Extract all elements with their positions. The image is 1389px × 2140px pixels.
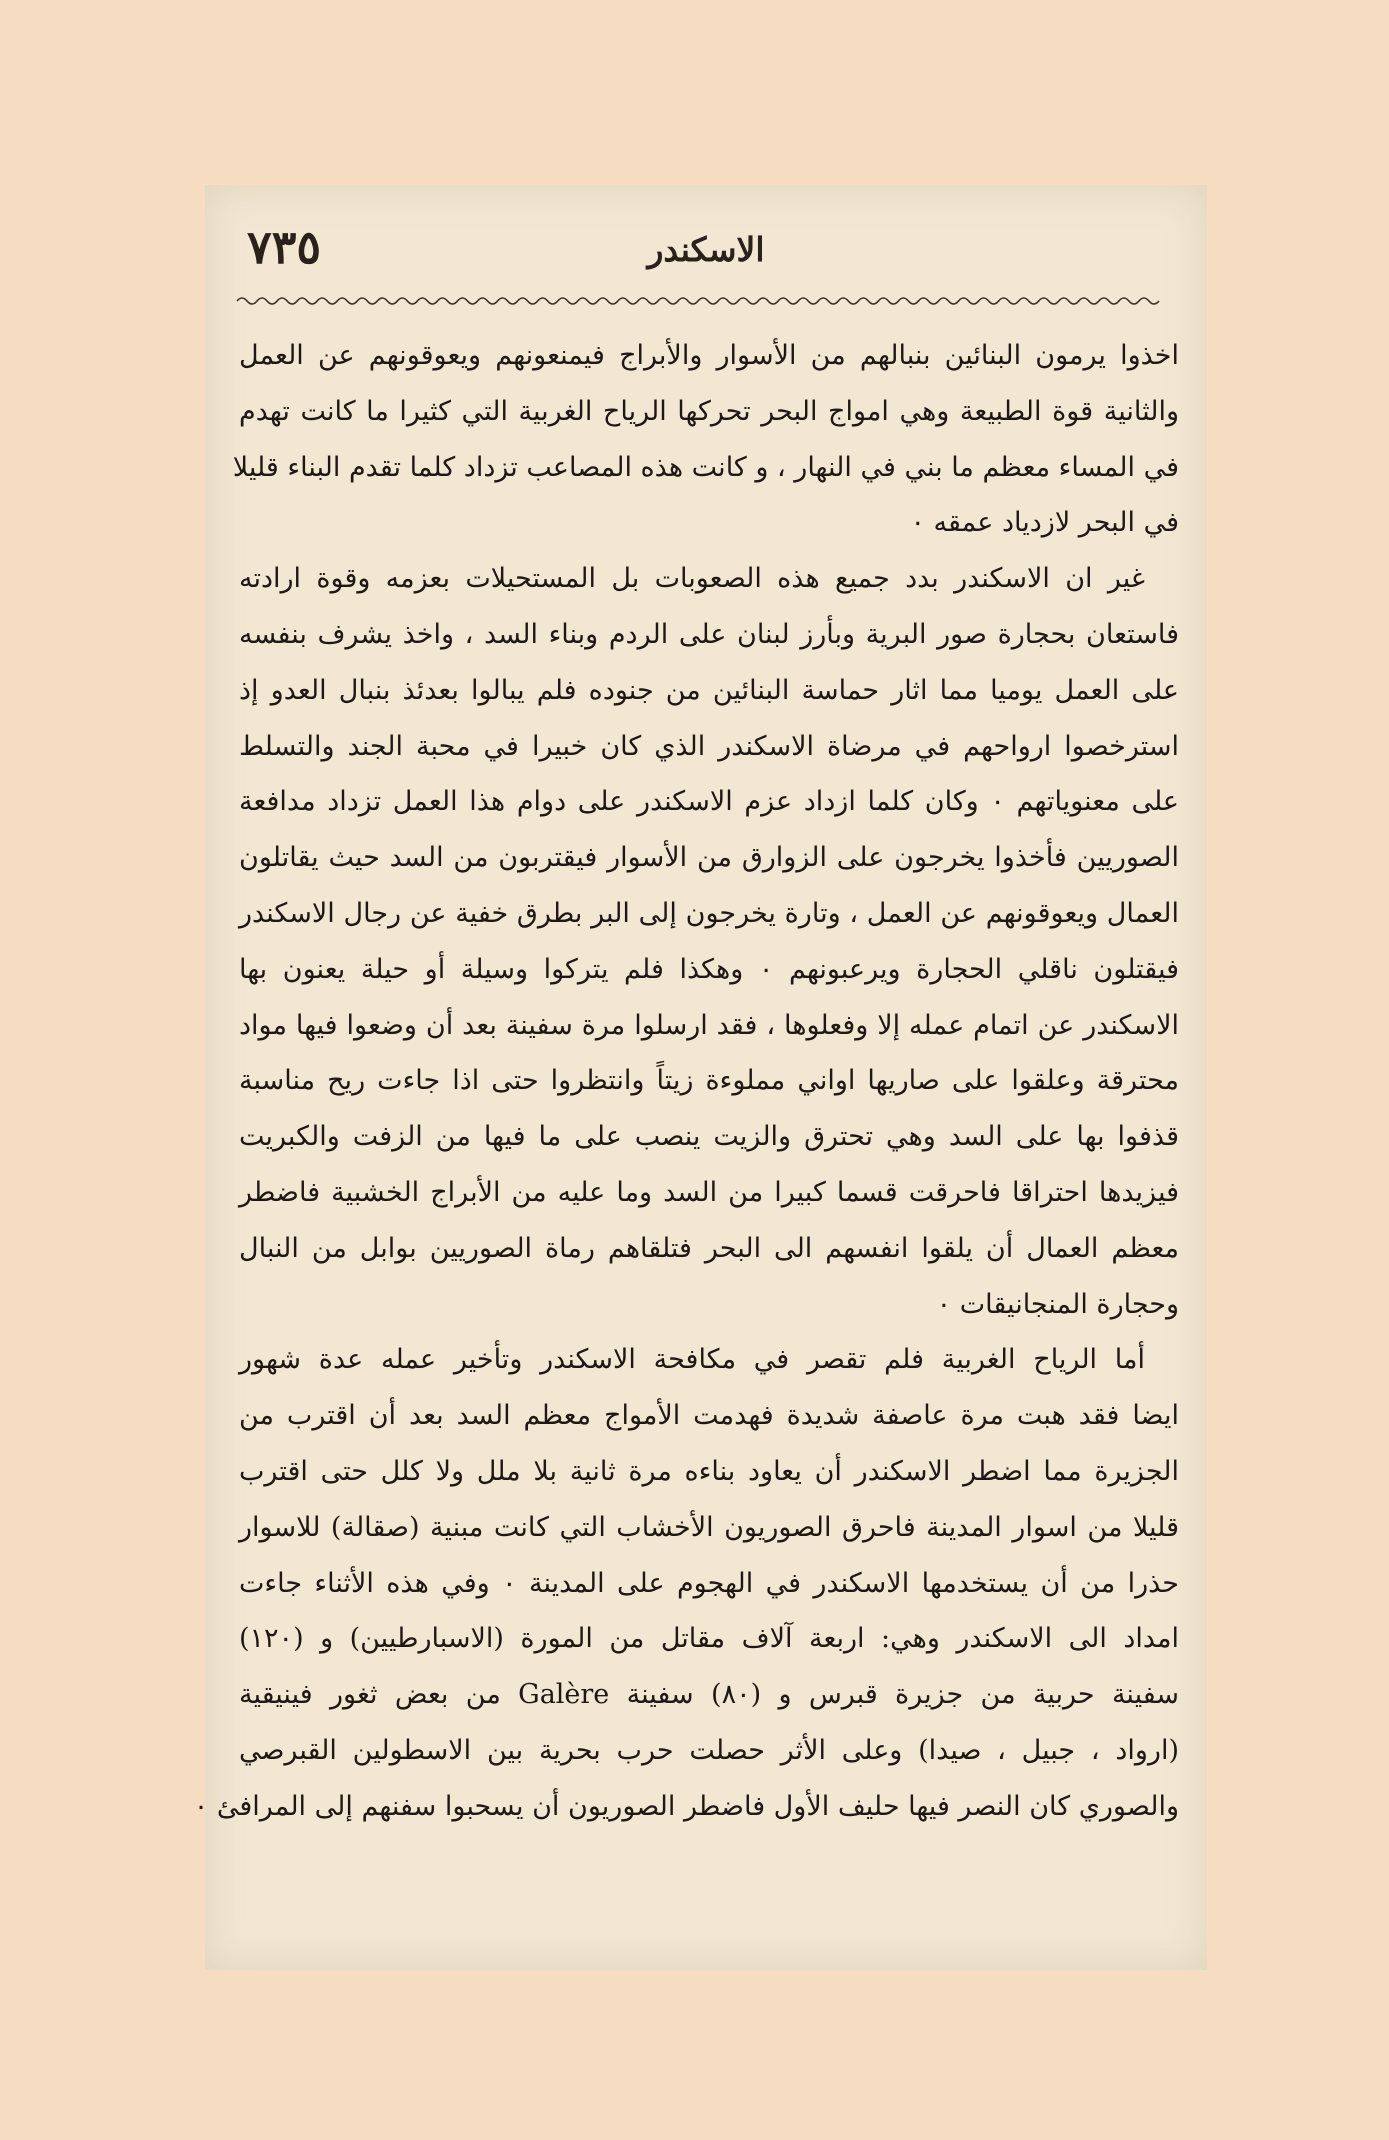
paragraph-1 (232, 328, 1179, 551)
text-line: على معنوياتهم ٠ وكان كلما ازداد عزم الاسكندر على دوام هذا العمل تزداد مدافعة (239, 786, 1179, 818)
text-line: حذرا من أن يستخدمها الاسكندر في الهجوم على المدينة ٠ وفي هذه الأثناء جاءت (239, 1567, 1179, 1599)
text-line: قليلا من اسوار المدينة فاحرق الصوريون الأخشاب التي كانت مبنية (صقالة) للاسوار (239, 1511, 1179, 1543)
text-line: معظم العمال أن يلقوا انفسهم الى البحر فتلقاهم رماة الصوريين بوابل من النبال (239, 1232, 1179, 1264)
text-line: وحجارة المنجانيقات ٠ (936, 1288, 1179, 1320)
text-line: فيزيدها احتراقا فاحرقت قسما كبيرا من السد وما عليه من الأبراج الخشبية فاضطر (239, 1176, 1179, 1208)
text-line: امداد الى الاسكندر وهي: اربعة آلاف مقاتل من المورة (الاسبارطيين) و (١٢٠) (239, 1623, 1179, 1655)
text-line: على العمل يوميا مما اثار حماسة البنائين من جنوده فلم يبالوا بعدئذ بنبال العدو إذ (239, 674, 1179, 706)
text-line: والثانية قوة الطبيعة وهي امواج البحر تحركها الرياح الغربية التي كثيرا ما كانت تهدم (239, 395, 1179, 427)
book-page (193, 185, 1207, 1970)
text-line: الصوريين فأخذوا يخرجون على الزوارق من الأسوار فيقتربون من السد حيث يقاتلون (239, 842, 1179, 874)
text-line: (ارواد ، جبيل ، صيدا) وعلى الأثر حصلت حرب بحرية بين الاسطولين القبرصي (239, 1734, 1179, 1766)
text-line: فاستعان بحجارة صور البرية وبأرز لبنان على الردم وبناء السد ، واخذ يشرف بنفسه (239, 618, 1179, 650)
page-header (235, 220, 1177, 300)
page-number: ٧٣٥ (247, 220, 322, 274)
running-title: الاسكندر (647, 230, 765, 269)
text-line: في المساء معظم ما بني في النهار ، و كانت هذه المصاعب تزداد كلما تقدم البناء قليلا (232, 451, 1179, 483)
body-text (193, 328, 1179, 1835)
text-line: غير ان الاسكندر بدد جميع هذه الصعوبات بل المستحيلات بعزمه وقوة ارادته (239, 563, 1145, 595)
paragraph-2 (239, 551, 1179, 1332)
wavy-header-rule (237, 295, 1179, 307)
text-line: الجزيرة مما اضطر الاسكندر أن يعاود بناءه مرة ثانية بلا ملل ولا كلل حتى اقترب (239, 1455, 1179, 1487)
text-line: ايضا فقد هبت مرة عاصفة شديدة فهدمت الأمواج معظم السد بعد أن اقترب من (239, 1400, 1179, 1432)
text-line: قذفوا بها على السد وهي تحترق والزيت ينصب على ما فيها من الزفت والكبريت (239, 1121, 1179, 1153)
text-line: والصوري كان النصر فيها حليف الأول فاضطر الصوريون أن يسحبوا سفنهم إلى المرافئ ٠ (193, 1790, 1179, 1822)
text-line: العمال ويعوقونهم عن العمل ، وتارة يخرجون إلى البر بطرق خفية عن رجال الاسكندر (239, 897, 1179, 929)
paragraph-3 (193, 1332, 1179, 1834)
text-line: استرخصوا ارواحهم في مرضاة الاسكندر الذي كان خبيرا في محبة الجند والتسلط (239, 730, 1179, 762)
text-line: فيقتلون ناقلي الحجارة ويرعبونهم ٠ وهكذا فلم يتركوا وسيلة أو حيلة يعنون بها (239, 953, 1179, 985)
text-line: محترقة وعلقوا على صاريها اواني مملوءة زيتاً وانتظروا حتى اذا جاءت ريح مناسبة (239, 1065, 1179, 1097)
wavy-rule-graphic (237, 295, 1179, 307)
text-line: الاسكندر عن اتمام عمله إلا وفعلوها ، فقد ارسلوا مرة سفينة بعد أن وضعوا فيها مواد (239, 1009, 1179, 1041)
text-line: سفينة حربية من جزيرة قبرس و (٨٠) سفينة Galère من بعض ثغور فينيقية (239, 1679, 1179, 1711)
text-line: أما الرياح الغربية فلم تقصر في مكافحة الاسكندر وتأخير عمله عدة شهور (239, 1344, 1145, 1376)
text-line: اخذوا يرمون البنائين بنبالهم من الأسوار والأبراج فيمنعونهم ويعوقونهم عن العمل (239, 340, 1179, 371)
text-line: في البحر لازدياد عمقه ٠ (910, 507, 1179, 539)
